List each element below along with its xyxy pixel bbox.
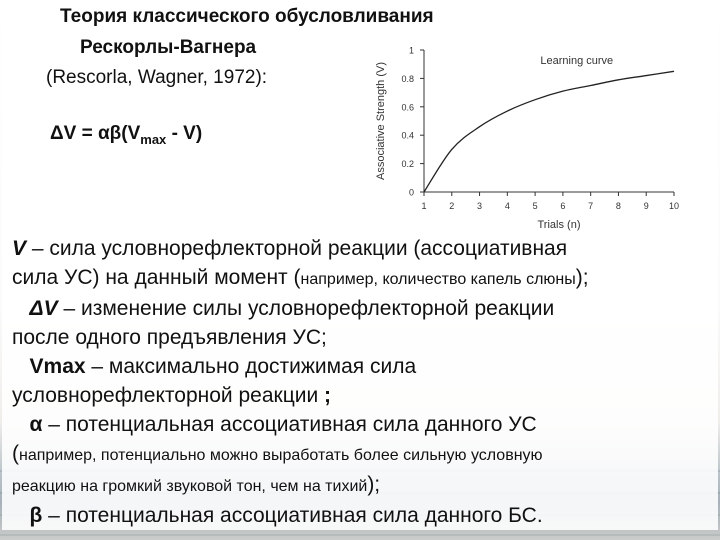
definition-text: );: [367, 473, 381, 496]
definition-vmax-cont: [12, 381, 712, 410]
series-label: Learning curve: [540, 55, 614, 68]
definition-alpha-example-cont: [12, 470, 712, 501]
definition-text: – сила условнорефлекторной реакции (ассоциативная: [26, 237, 568, 260]
definition-alpha-example: [12, 439, 712, 470]
y-tick-label: 0.4: [401, 130, 414, 141]
y-tick-label: 0.6: [401, 102, 414, 113]
definition-text: сила УС) на данный момент (: [12, 266, 301, 289]
definition-vmax: [12, 352, 712, 381]
formula: [50, 123, 202, 147]
x-tick-label: 8: [615, 201, 621, 211]
definition-text: – максимально достижимая сила: [85, 355, 417, 378]
definition-text: условнорефлекторной реакции: [12, 384, 325, 407]
x-tick-label: 6: [560, 201, 566, 211]
sea-stripe: [0, 534, 720, 536]
formula-prefix: ΔV = αβ(V: [50, 123, 141, 144]
x-tick-label: 4: [504, 201, 510, 211]
formula-subscript: max: [140, 131, 167, 147]
x-tick-label: 1: [421, 201, 427, 211]
x-tick-label: 3: [477, 201, 483, 211]
definition-beta: [12, 501, 712, 530]
definition-delta-v: [12, 294, 712, 323]
term-vmax: Vmax: [29, 355, 86, 378]
y-tick-label: 1: [408, 45, 414, 56]
y-tick-label: 0.8: [401, 73, 414, 84]
definition-example: например, потенциально можно выработать более сильную условную: [19, 447, 543, 464]
title-line-2: Рескорлы-Вагнера: [80, 37, 257, 58]
definition-text: );: [575, 266, 589, 289]
definition-v: [12, 234, 712, 263]
definition-text: – потенциальная ассоциативная сила данного УС: [42, 413, 537, 436]
x-tick-label: 10: [668, 201, 680, 211]
definition-delta-v-cont: после одного предъявления УС;: [12, 326, 327, 349]
definition-example: например, количество капель слюны: [300, 271, 576, 288]
y-axis-label: Associative Strength (V): [375, 62, 387, 180]
definition-example: реакцию на громкий звуковой тон, чем на тихий: [12, 478, 368, 495]
definition-text: – изменение силы условнорефлекторной реакции: [57, 297, 555, 320]
definition-text: – потенциальная ассоциативная сила данного БС.: [42, 504, 543, 527]
x-tick-label: 2: [449, 201, 455, 211]
x-tick-label: 9: [643, 201, 649, 211]
learning-curve-line: [424, 71, 674, 192]
term-beta: β: [29, 504, 43, 527]
y-tick-label: 0: [408, 187, 414, 198]
x-tick-label: 5: [532, 201, 538, 211]
x-tick-label: 7: [588, 201, 594, 211]
definitions: [12, 234, 712, 530]
definition-v-cont: [12, 263, 712, 294]
term-v: V: [12, 237, 27, 260]
y-tick-label: 0.2: [401, 159, 414, 170]
term-delta-v: ΔV: [29, 297, 58, 320]
definition-alpha: [12, 410, 712, 439]
x-axis-label: Trials (n): [537, 219, 581, 231]
definition-text: ;: [324, 384, 332, 407]
formula-suffix: - V): [166, 123, 203, 144]
title-line-1: Теория классического обусловливания: [60, 6, 434, 27]
citation: (Rescorla, Wagner, 1972):: [46, 67, 268, 88]
definition-text: (: [12, 442, 19, 465]
term-alpha: α: [29, 413, 43, 436]
learning-curve-chart: [368, 36, 688, 236]
